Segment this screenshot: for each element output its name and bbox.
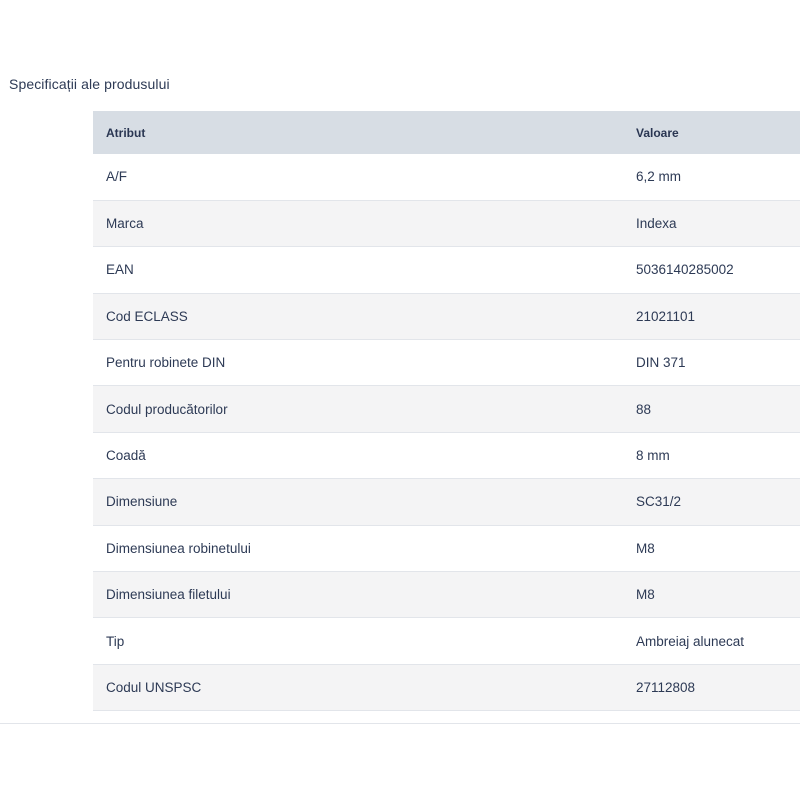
attribute-cell: Pentru robinete DIN bbox=[106, 355, 226, 371]
specifications-table bbox=[93, 111, 800, 711]
table-row bbox=[93, 525, 800, 571]
value-cell: 27112808 bbox=[636, 679, 696, 695]
attribute-cell: Coadă bbox=[106, 448, 146, 464]
table-header-row bbox=[93, 111, 800, 154]
table-row bbox=[93, 154, 800, 200]
attribute-cell: Dimensiunea robinetului bbox=[106, 540, 251, 556]
value-cell: Indexa bbox=[636, 216, 677, 232]
attribute-cell: Marca bbox=[106, 216, 144, 232]
value-cell: 21021101 bbox=[636, 308, 696, 324]
attribute-cell: EAN bbox=[106, 262, 134, 278]
attribute-cell: Dimensiunea filetului bbox=[106, 587, 231, 603]
value-cell: 6,2 mm bbox=[636, 169, 682, 185]
table-row bbox=[93, 664, 800, 710]
table-row bbox=[93, 247, 800, 293]
section-divider bbox=[0, 723, 800, 724]
table-row bbox=[93, 432, 800, 478]
table-row bbox=[93, 386, 800, 432]
table-row bbox=[93, 200, 800, 246]
column-header-value: Valoare bbox=[636, 125, 679, 140]
value-cell: SC31/2 bbox=[636, 494, 682, 510]
table-row bbox=[93, 479, 800, 525]
value-cell: 8 mm bbox=[636, 448, 670, 464]
column-header-attribute: Atribut bbox=[106, 125, 146, 140]
attribute-cell: Tip bbox=[106, 633, 125, 649]
value-cell: M8 bbox=[636, 540, 655, 556]
table-row bbox=[93, 293, 800, 339]
section-title: Specificații ale produsului bbox=[9, 76, 170, 92]
table-row bbox=[93, 340, 800, 386]
table-row bbox=[93, 572, 800, 618]
value-cell: Ambreiaj alunecat bbox=[636, 633, 745, 649]
value-cell: M8 bbox=[636, 587, 655, 603]
attribute-cell: Codul producătorilor bbox=[106, 401, 228, 417]
attribute-cell: Cod ECLASS bbox=[106, 308, 188, 324]
value-cell: 5036140285002 bbox=[636, 262, 734, 278]
attribute-cell: Dimensiune bbox=[106, 494, 178, 510]
value-cell: 88 bbox=[636, 401, 652, 417]
attribute-cell: A/F bbox=[106, 169, 128, 185]
value-cell: DIN 371 bbox=[636, 355, 686, 371]
table-row bbox=[93, 618, 800, 664]
attribute-cell: Codul UNSPSC bbox=[106, 679, 202, 695]
